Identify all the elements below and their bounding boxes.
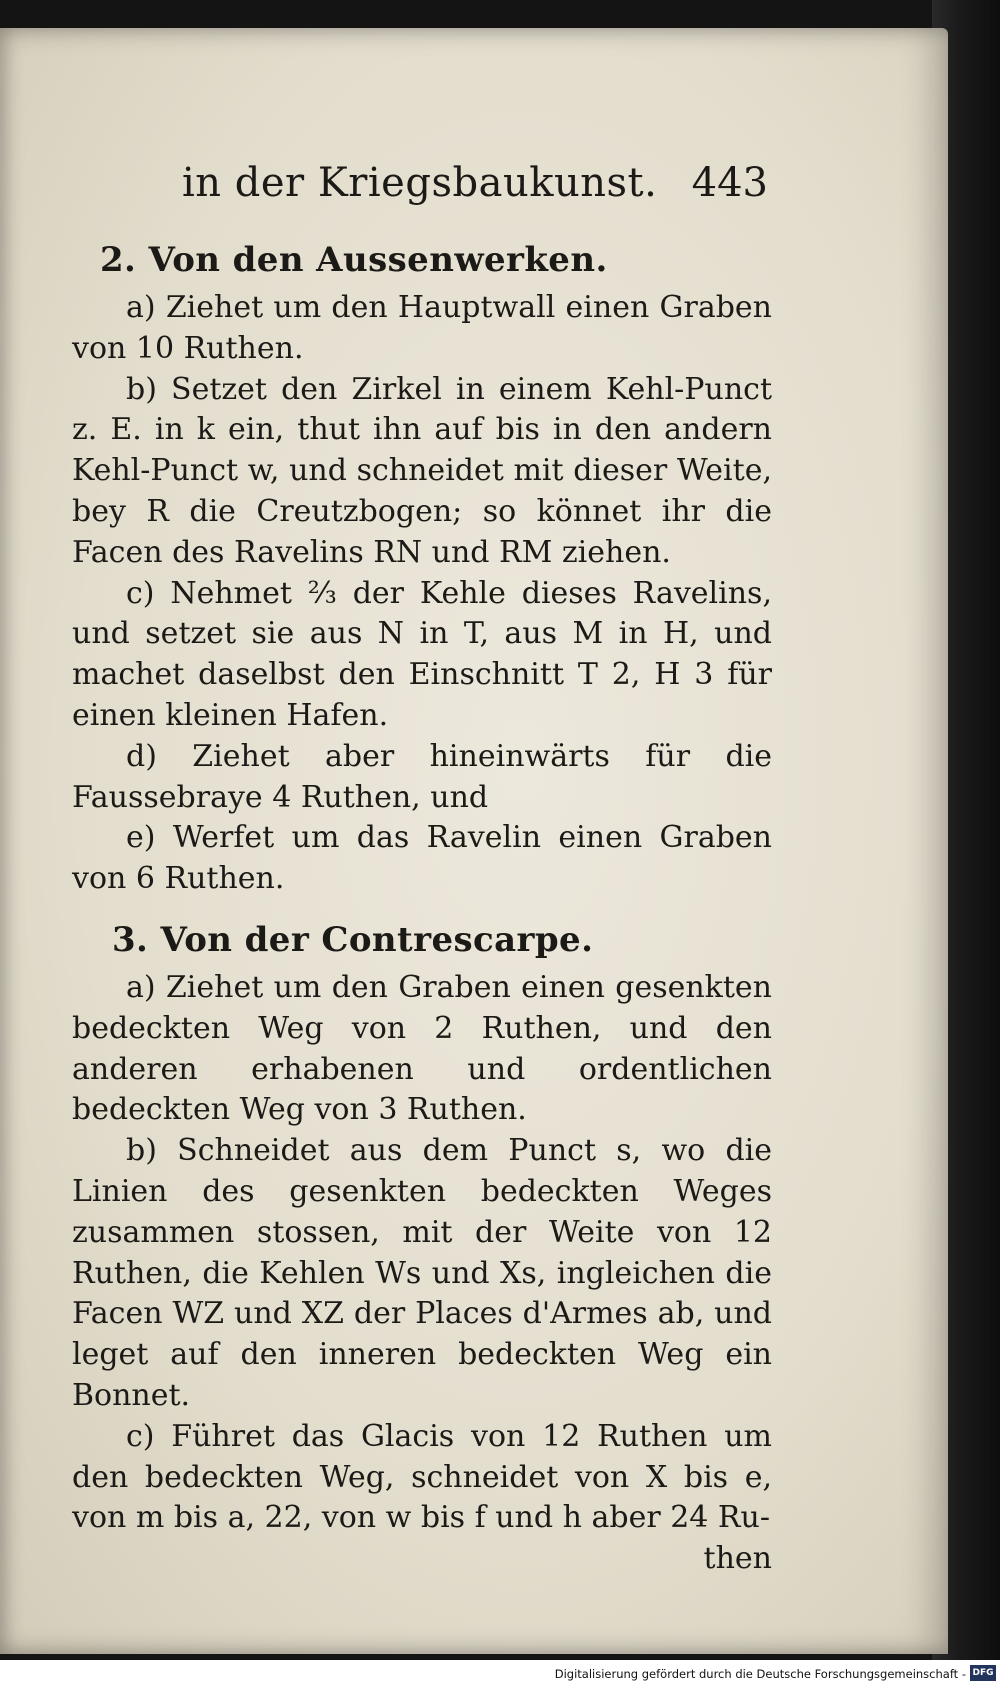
dfg-logo-icon: DFG bbox=[970, 1665, 996, 1681]
page-header bbox=[72, 160, 772, 232]
book-page bbox=[0, 28, 948, 1654]
paragraph: b) Setzet den Zirkel in einem Kehl-Punct z. E. in k ein, thut ihn auf bis in den andern Kehl-Punct w, und schneidet mit dieser Weite, bey R die Creutzbogen; so könnet ihr die Facen des Ravelins RN und RM ziehen. bbox=[72, 371, 772, 570]
section-heading-aussenwerke: 2. Von den Aussenwerken. bbox=[100, 240, 608, 280]
text-block bbox=[72, 160, 772, 1579]
paragraph: c) Führet das Glacis von 12 Ruthen um den bedeckten Weg, schneidet von X bis e, von m bis a, 22, von w bis f und h aber 24 Ru- bbox=[72, 1418, 772, 1536]
footer-strip bbox=[0, 1660, 1000, 1689]
paragraph: b) Schneidet aus dem Punct s, wo die Linien des gesenkten bedeckten Weges zusammen stossen, mit der Weite von 12 Ruthen, die Kehlen Ws und Xs, ingleichen die Facen WZ und XZ der Places d'Armes ab, und leget auf den inneren bedeckten Weg ein Bonnet. bbox=[72, 1133, 772, 1413]
paragraph: a) Ziehet um den Graben einen gesenkten bedeckten Weg von 2 Ruthen, und den anderen erhabenen und ordentlichen bedeckten Weg von 3 Ruthen. bbox=[72, 969, 772, 1128]
catchword: then bbox=[703, 1541, 772, 1577]
paragraph: a) Ziehet um den Hauptwall einen Graben von 10 Ruthen. bbox=[72, 290, 772, 366]
paragraph: d) Ziehet aber hineinwärts für die Faussebraye 4 Ruthen, und bbox=[72, 738, 772, 815]
paragraph: e) Werfet um das Ravelin einen Graben von 6 Ruthen. bbox=[72, 820, 772, 897]
section-heading-contrescarpe: 3. Von der Contrescarpe. bbox=[112, 919, 594, 960]
page-number: 443 bbox=[691, 160, 768, 206]
running-title: in der Kriegsbaukunst. bbox=[182, 160, 658, 206]
paragraph: c) Nehmet ⅔ der Kehle dieses Ravelins, und setzet sie aus N in T, aus M in H, und machet daselbst den Einschnitt T 2, H 3 für einen kleinen Hafen. bbox=[72, 575, 772, 733]
footer-credit: Digitalisierung gefördert durch die Deutsche Forschungsgemeinschaft - bbox=[554, 1667, 966, 1681]
